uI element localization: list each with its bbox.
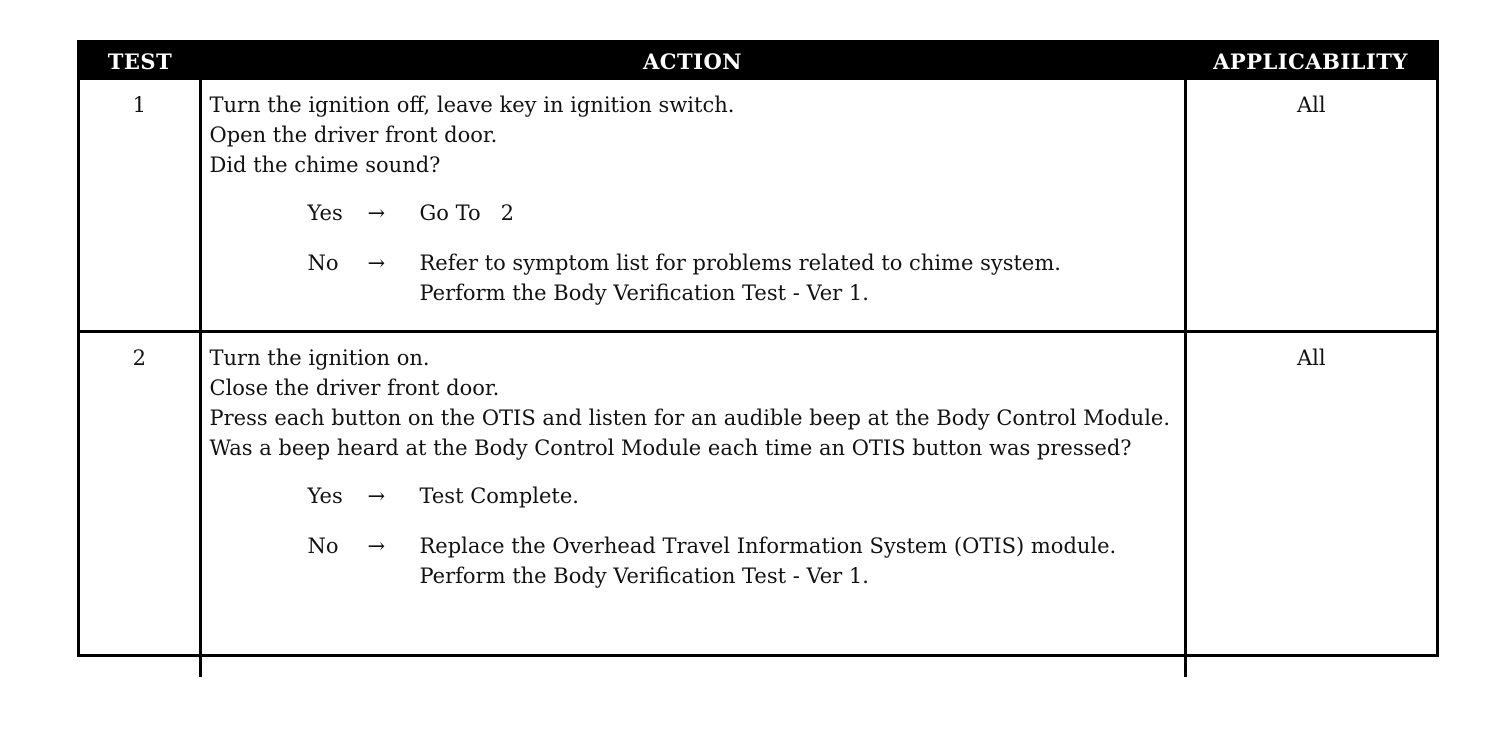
header-row xyxy=(80,43,1436,80)
test-table xyxy=(80,43,1436,677)
yes-branch xyxy=(308,481,1176,511)
action-cell xyxy=(200,80,1185,332)
right-arrow-icon: → xyxy=(367,201,386,225)
applicability-value: All xyxy=(1185,80,1436,332)
no-result-line: Replace the Overhead Travel Information System (OTIS) module. xyxy=(419,534,1117,558)
table-row xyxy=(80,80,1436,332)
no-result-line: Perform the Body Verification Test - Ver 1. xyxy=(419,564,869,588)
test-number: 2 xyxy=(80,332,200,678)
action-line: Was a beep heard at the Body Control Module each time an OTIS button was pressed? xyxy=(209,436,1132,460)
action-line: Close the driver front door. xyxy=(209,376,500,400)
action-line: Turn the ignition on. xyxy=(209,346,430,370)
diagnostic-test-table xyxy=(77,40,1439,657)
right-arrow-icon: → xyxy=(367,251,386,275)
yes-label: Yes xyxy=(307,484,343,508)
right-arrow-icon: → xyxy=(367,534,386,558)
test-number: 1 xyxy=(132,93,146,117)
yes-label: Yes xyxy=(307,201,343,225)
no-result-line: Refer to symptom list for problems related to chime system. xyxy=(419,251,1061,275)
header-applicability: APPLICABILITY xyxy=(1185,43,1436,80)
action-line: Open the driver front door. xyxy=(209,123,498,147)
no-label: No xyxy=(307,534,339,558)
action-line: Turn the ignition off, leave key in ignition switch. xyxy=(209,93,735,117)
yes-result: Test Complete. xyxy=(419,484,579,508)
yes-result: Go To 2 xyxy=(419,201,514,225)
no-branch xyxy=(308,248,1176,308)
action-cell xyxy=(200,332,1185,678)
no-result xyxy=(420,248,1176,308)
no-label: No xyxy=(307,251,339,275)
header-action: ACTION xyxy=(200,43,1185,80)
no-branch xyxy=(308,531,1176,591)
right-arrow-icon: → xyxy=(367,484,386,508)
action-line: Did the chime sound? xyxy=(209,153,441,177)
action-line: Press each button on the OTIS and listen for an audible beep at the Body Control Module. xyxy=(209,406,1171,430)
applicability-value: All xyxy=(1185,332,1436,678)
table-row xyxy=(80,332,1436,678)
no-result-line: Perform the Body Verification Test - Ver 1. xyxy=(419,281,869,305)
no-result xyxy=(420,531,1176,591)
yes-branch xyxy=(308,198,1176,228)
header-test: TEST xyxy=(80,43,200,80)
